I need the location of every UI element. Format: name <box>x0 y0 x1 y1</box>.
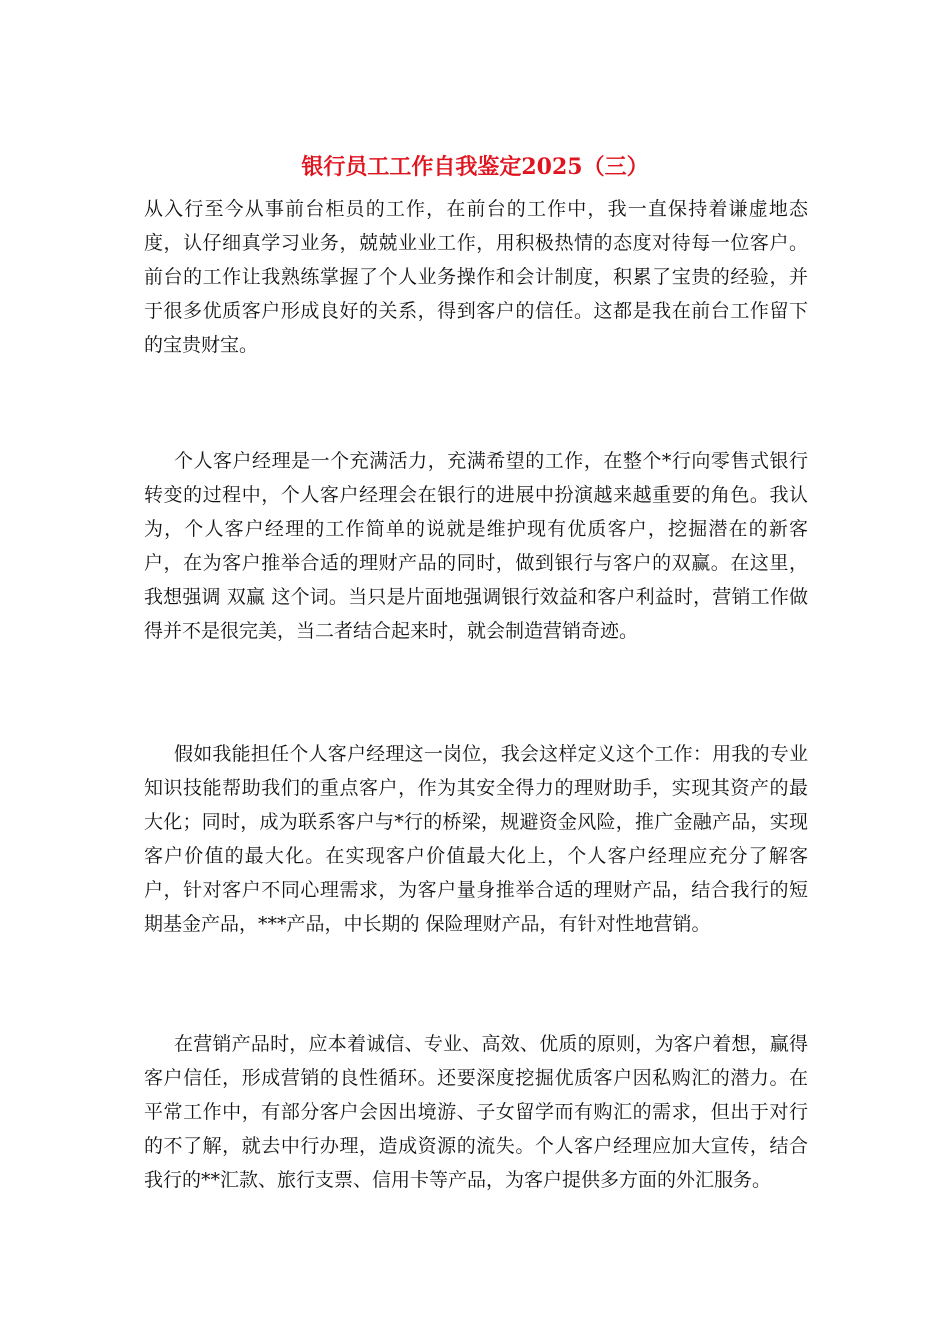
paragraph-4: 在营销产品时，应本着诚信、专业、高效、优质的原则，为客户着想，赢得客户信任，形成营销的良性循环。还要深度挖掘优质客户因私购汇的潜力。在平常工作中，有部分客户会因出境游、子女留学而有购汇的需求，但出于对行的不了解，就去中行办理，造成资源的流失。个人客户经理应加大宣传，结合我行的**汇款、旅行支票、信用卡等产品，为客户提供多方面的外汇服务。 <box>144 1033 808 1191</box>
paragraph-2: 个人客户经理是一个充满活力，充满希望的工作，在整个*行向零售式银行转变的过程中，个人客户经理会在银行的进展中扮演越来越重要的角色。我认为，个人客户经理的工作简单的说就是维护现有优质客户，挖掘潜在的新客户，在为客户推举合适的理财产品的同时，做到银行与客户的双赢。在这里，我想强调 双赢 这个词。当只是片面地强调银行效益和客户利益时，营销工作做得并不是很完美，当二者结合起来时，就会制造营销奇迹。 <box>144 450 808 642</box>
paragraph-1: 从入行至今从事前台柜员的工作，在前台的工作中，我一直保持着谦虚地态度，认仔细真学习业务，兢兢业业工作，用积极热情的态度对待每一位客户。前台的工作让我熟练掌握了个人业务操作和会计制度，积累了宝贵的经验，并于很多优质客户形成良好的关系，得到客户的信任。这都是我在前台工作留下的宝贵财宝。 <box>144 198 808 356</box>
paragraph-3: 假如我能担任个人客户经理这一岗位，我会这样定义这个工作：用我的专业知识技能帮助我们的重点客户，作为其安全得力的理财助手，实现其资产的最大化；同时，成为联系客户与*行的桥梁，规避资金风险，推广金融产品，实现客户价值的最大化。在实现客户价值最大化上，个人客户经理应充分了解客户，针对客户不同心理需求，为客户量身推举合适的理财产品，结合我行的短期基金产品，***产品，中长期的 保险理财产品，有针对性地营销。 <box>144 743 808 935</box>
document-title: 银行员工工作自我鉴定2025（三） <box>301 154 649 180</box>
